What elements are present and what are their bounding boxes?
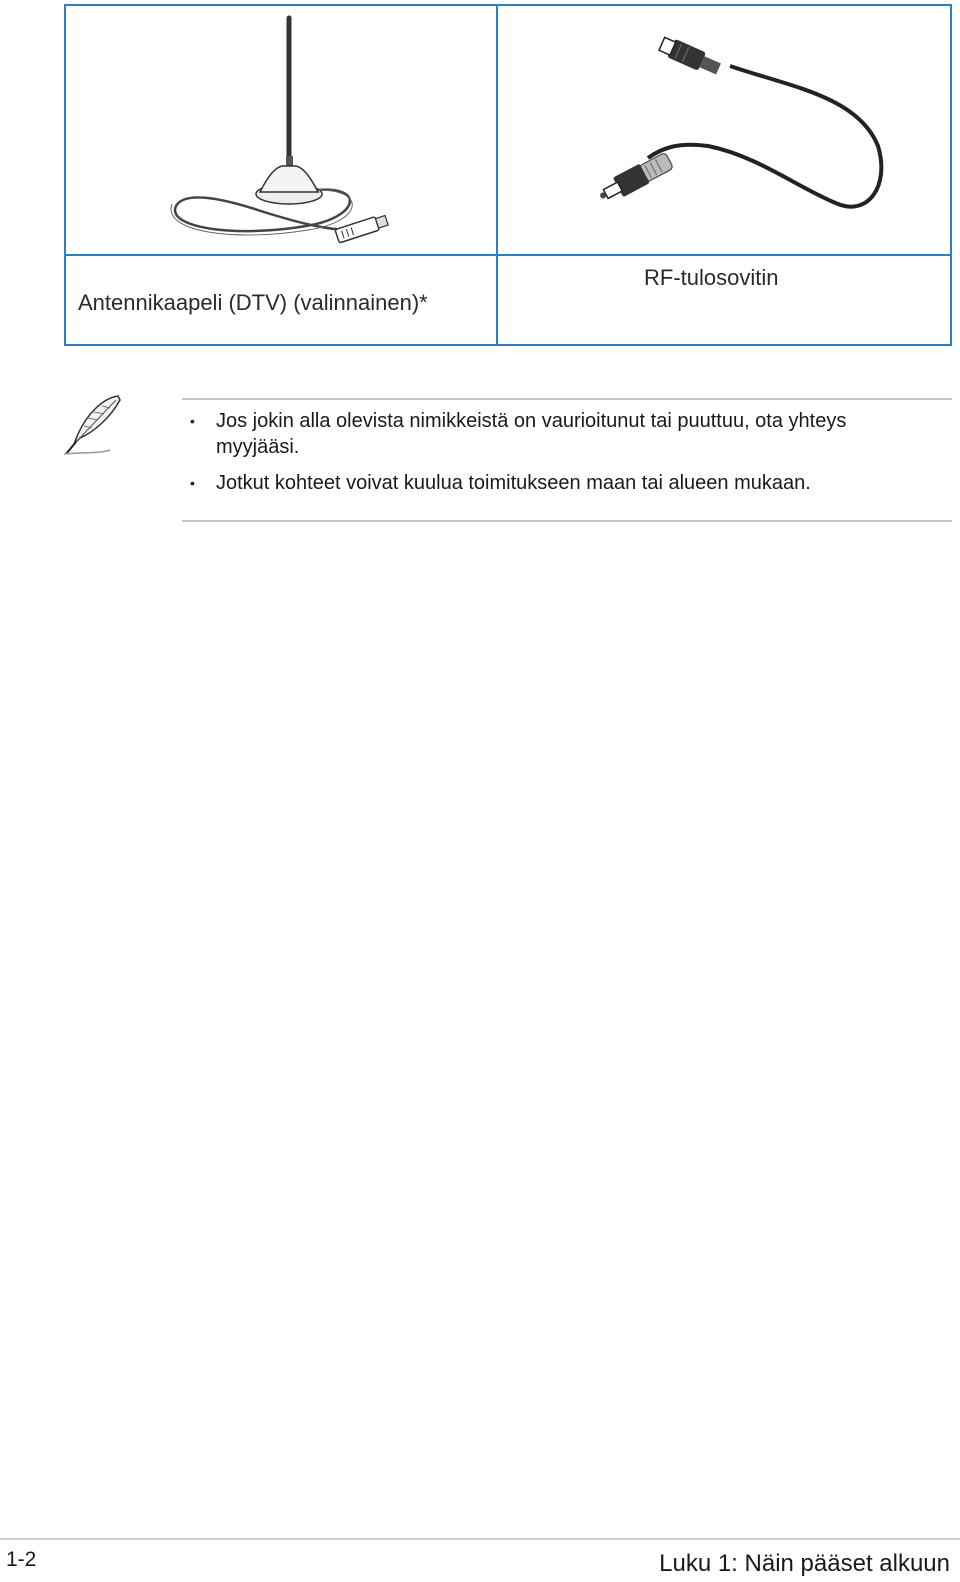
rf-adapter-caption: RF-tulosovitin — [644, 265, 779, 290]
bullet: • — [190, 413, 195, 429]
antenna-cell — [66, 6, 496, 254]
page-number: 1-2 — [6, 1548, 37, 1571]
note-top-rule — [182, 398, 952, 400]
chapter-title: Luku 1: Näin pääset alkuun — [659, 1550, 950, 1577]
rf-adapter-cell — [498, 6, 950, 254]
table-row-divider — [66, 254, 950, 256]
antenna-illustration — [66, 6, 496, 254]
note-text: Jos jokin alla olevista nimikkeistä on vaurioitunut tai puuttuu, ota yhteys myyjääsi. — [216, 410, 847, 458]
bullet: • — [190, 475, 195, 491]
note-bottom-rule — [182, 520, 952, 522]
antenna-caption: Antennikaapeli (DTV) (valinnainen)* — [78, 290, 428, 315]
note-list — [190, 408, 930, 496]
feather-pen-icon — [58, 392, 128, 458]
rf-adapter-illustration — [498, 6, 950, 254]
note-item — [190, 408, 930, 460]
items-table — [64, 4, 952, 346]
footer-rule — [0, 1538, 960, 1540]
note-item — [190, 470, 930, 496]
note-text: Jotkut kohteet voivat kuulua toimitukseen maan tai alueen mukaan. — [216, 472, 811, 494]
